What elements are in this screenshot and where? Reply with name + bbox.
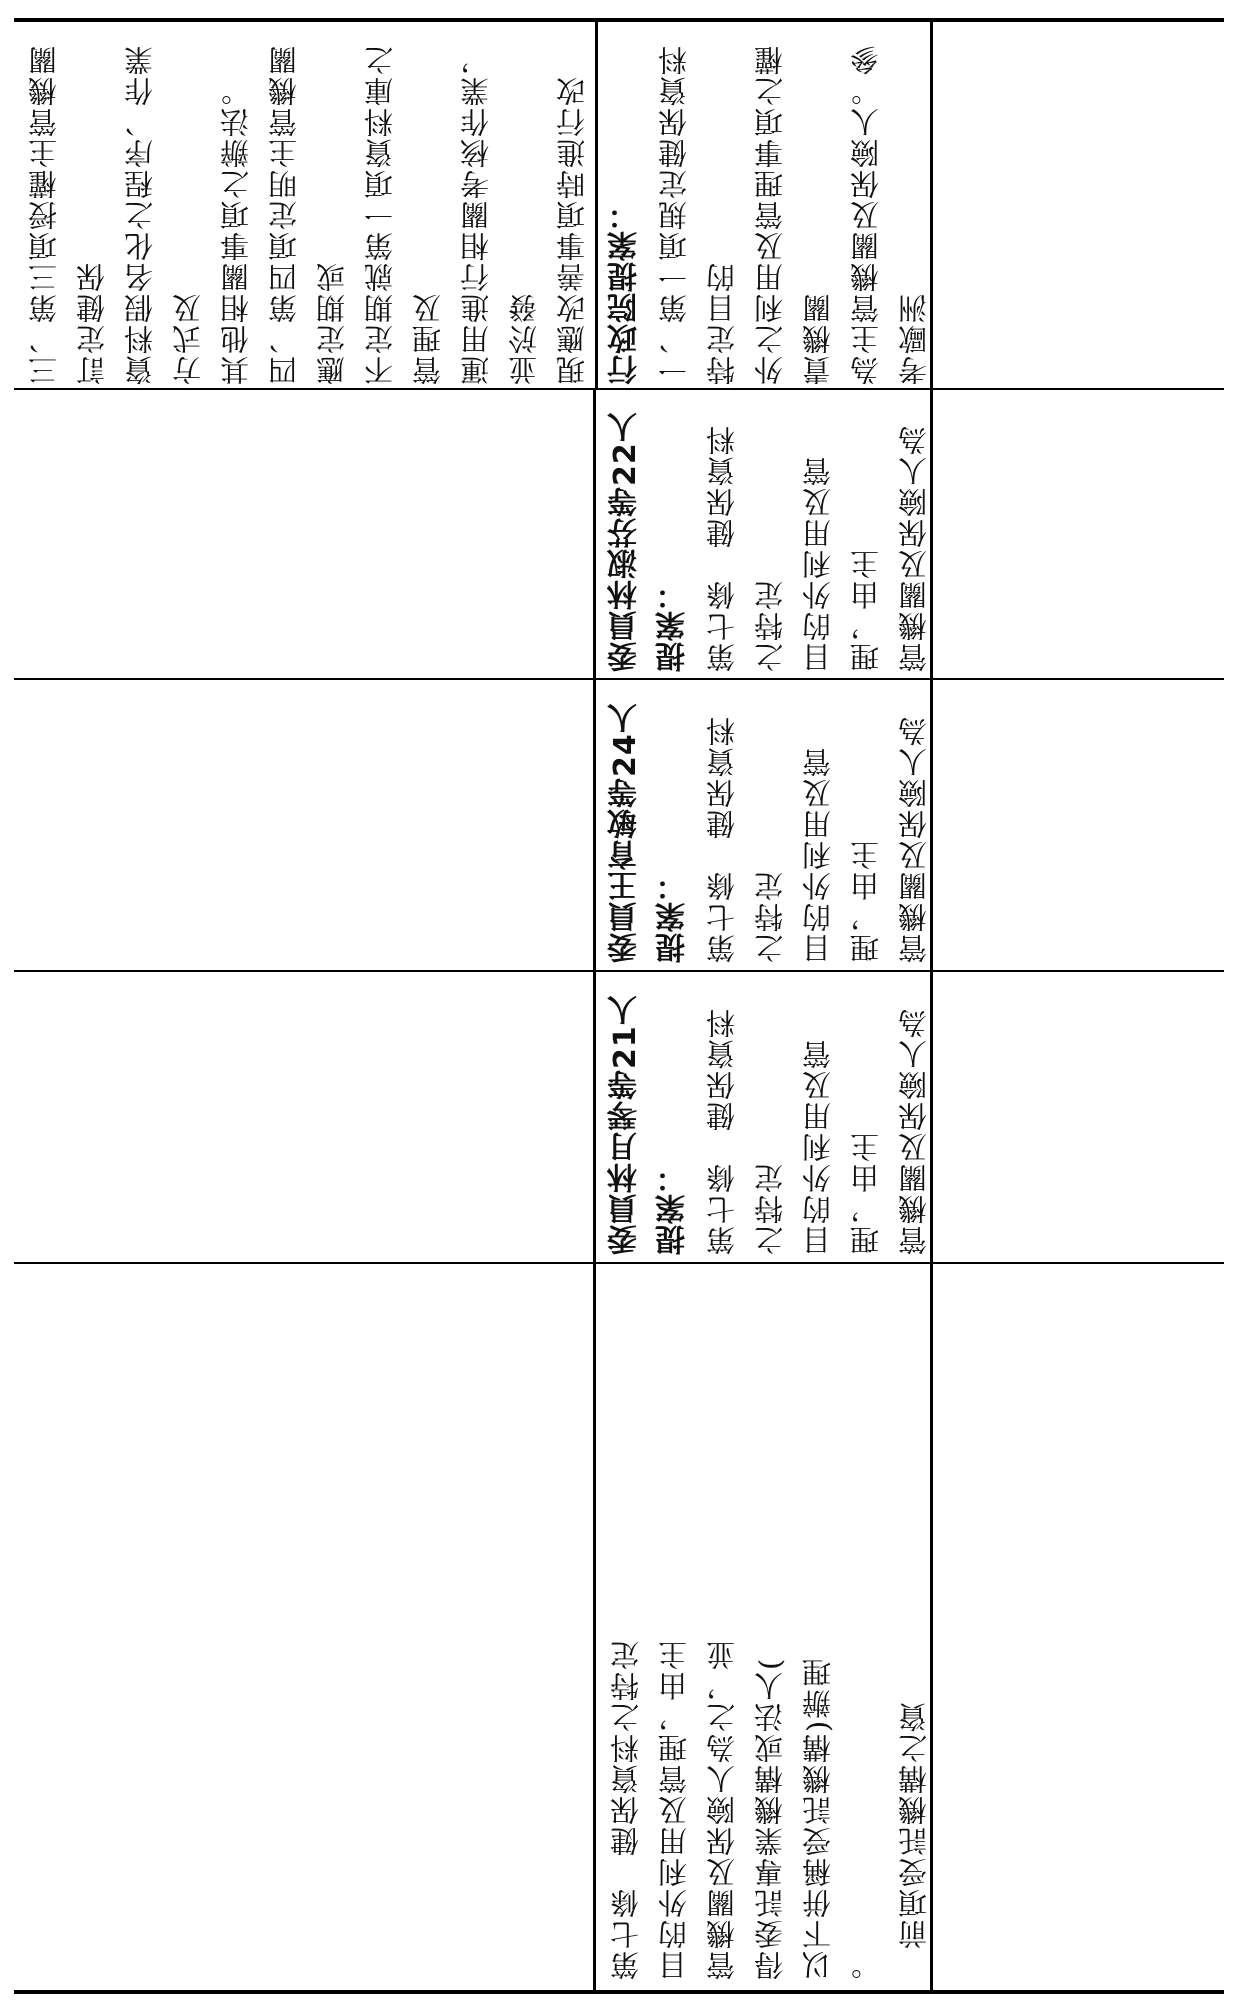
wang-yu-min-proposal-cell [602,693,932,963]
text-line: 管機關及保險人為 [897,424,931,672]
text-line: 第七條 健保資料之特定 [705,424,787,672]
text-line: 第七條 健保資料之特定 [705,715,787,963]
text-line: 不定期就第一項資料庫之管理及 [363,44,445,385]
text-line: 外之利用及管理事項之權責機關 [753,44,835,385]
text-line: 。 [849,1949,883,1980]
column-divider-4 [14,1262,1224,1264]
text-line: 目的外利用及管理，由主 [801,746,883,963]
proposal-heading: 委員王育敏等24人提案： [608,702,691,963]
text-line: 為主管機關及保險人。參考歐洲 [849,44,931,385]
table-top-rule [14,18,1224,22]
text-line: 第七條 健保資料之特定 [705,1007,787,1255]
text-line: 其他相關事項之辦法。 [219,75,253,385]
text-line: 一、第一項規定健保資料特定目的 [657,44,739,385]
text-line: 管機關及保險人為 [897,715,931,963]
header-row-divider [593,388,596,1992]
current-text-cell [602,1275,932,1980]
table-inner-divider [595,20,598,390]
lin-yueh-chin-proposal-cell [602,985,932,1255]
lin-shu-fen-proposal-cell [602,402,932,672]
text-line: 管機關及保險人為之，並 [705,1639,739,1980]
text-line: 資料假名化之程序、作業方式及 [123,44,205,385]
text-line: 前項受託機構之資 [897,1701,931,1980]
text-line: 現應改善事項時進行改 [555,75,589,385]
text-line: 以下併稱受託機構)辦理 [801,1656,835,1980]
text-line: 目的外利用及管理，由主 [657,1639,691,1980]
text-line: 目的外利用及管理，由主 [801,455,883,672]
column-divider-2 [14,678,1224,680]
text-line: 管機關及保險人為 [897,1007,931,1255]
text-line: 得委託專業機構或法人( [753,1656,787,1980]
table-bottom-rule [14,1990,1224,1994]
proposal-heading: 委員林淑芬等22人提案： [608,411,691,672]
proposal-heading: 行政院提案： [608,199,643,385]
executive-yuan-proposal-cell [602,30,932,385]
proposal-heading: 委員林月琴等21人提案： [608,994,691,1255]
text-line: 目的外利用及管理，由主 [801,1038,883,1255]
text-line: 三、第三項授權主管機關訂定健保 [27,44,109,385]
explanation-notes-cell [20,30,592,385]
text-line: 運用進行相關考核作業，並於發 [459,44,541,385]
text-line: 第七條 健保資料之特定 [609,1639,643,1980]
column-divider-1 [14,388,1224,390]
column-divider-3 [14,970,1224,972]
text-line: 四、第四項定明主管機關應定期或 [267,44,349,385]
